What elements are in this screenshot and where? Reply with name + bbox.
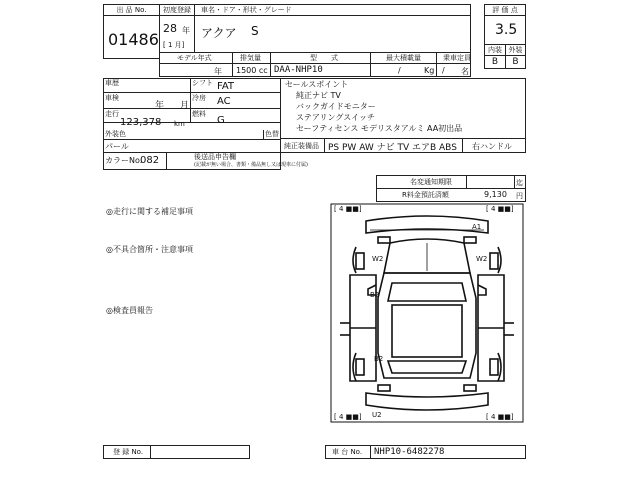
first-reg-month: [ 1 月] [163, 41, 185, 49]
defects-note: ◎不具合箇所・注意事項 [106, 245, 193, 254]
color-change-label: 色替 [265, 130, 279, 138]
recycle-label: R料金預託済額 [402, 191, 449, 199]
carname-label: 車名・ドア・形状・グレード [201, 6, 292, 14]
first-reg-year: 28 [163, 22, 177, 35]
color-no-value: 082 [140, 155, 160, 166]
color-label: 外装色 [105, 130, 126, 138]
model-label: 型 式 [310, 54, 338, 62]
interior-grade: B [491, 57, 499, 67]
name-change-unit: 迄 [516, 179, 523, 187]
mark-u2: U2 [372, 411, 382, 419]
mileage-value: 123,378 [120, 117, 162, 128]
late-reg-label: 後送品申告欄 [194, 153, 236, 161]
exterior-box [505, 55, 526, 69]
reg-no-label: 登 録 No. [113, 448, 144, 456]
sales-point-3: ステアリングスイッチ [296, 113, 375, 122]
exterior-label: 外装 [508, 46, 523, 54]
payload-unit: Kg [424, 66, 435, 75]
exterior-grade: B [512, 57, 519, 67]
payload-label: 最大積載量 [386, 54, 421, 62]
mark-top-right: [ 4 ■■] [486, 205, 514, 213]
mark-b2-lower: B2 [374, 355, 384, 363]
fuel-label: 燃料 [192, 110, 206, 118]
capacity-sep: / [442, 66, 445, 75]
displacement: 1500 cc [236, 66, 268, 75]
lot-no-box [103, 15, 160, 59]
payload-sep: / [398, 66, 401, 75]
mark-b2-upper: B2 [370, 291, 380, 299]
score-value: 3.5 [495, 22, 518, 38]
mark-a1: A1 [472, 223, 482, 231]
car-damage-diagram [330, 203, 524, 423]
interior-box [484, 55, 506, 69]
supplement-note: ◎走行に関する補足事項 [106, 207, 193, 216]
capacity-unit: 名 [461, 67, 469, 76]
interior-label: 内装 [488, 46, 502, 54]
history-label: 車歴 [105, 79, 119, 87]
inspection-label: 車検 [105, 94, 119, 102]
mark-w2-left: W2 [372, 255, 384, 263]
car-grade: S [251, 24, 259, 38]
mark-bottom-left: [ 4 ■■] [334, 413, 362, 421]
ac-label: 冷房 [192, 94, 206, 102]
mark-top-left: [ 4 ■■] [334, 205, 362, 213]
inspection-year: 年 [155, 101, 165, 111]
inspector-note: ◎検査員報告 [106, 306, 153, 315]
model-year-label: モデル年式 [177, 54, 212, 62]
equipment-label: 純正装備品 [284, 142, 319, 150]
carname-box [194, 15, 471, 53]
sales-point-4: セーフティセンス モデリスタアルミ AA初出品 [296, 124, 463, 133]
car-outline [330, 203, 524, 423]
mark-bottom-right: [ 4 ■■] [486, 413, 514, 421]
ac-value: AC [217, 96, 231, 107]
first-reg-box [159, 15, 195, 53]
sales-point-2: バックガイドモニター [296, 102, 376, 111]
lot-no: 01486 [108, 30, 159, 49]
color-value: パール [105, 142, 129, 151]
chassis-no: NHP10-6482278 [374, 447, 445, 457]
mark-w2-right: W2 [476, 255, 488, 263]
first-reg-label: 初度登録 [163, 6, 191, 14]
chassis-label: 車 台 No. [332, 448, 363, 456]
displacement-label: 排気量 [240, 54, 261, 62]
model-year-unit: 年 [214, 67, 222, 76]
sales-point-1: 純正ナビ TV [296, 91, 341, 100]
capacity-label: 乗車定員 [443, 54, 471, 62]
inspection-month: 月 [180, 101, 190, 111]
steering-value: 右ハンドル [472, 142, 512, 151]
model-code: DAA-NHP10 [274, 65, 323, 75]
equipment-value: PS PW AW ナビ TV エアB ABS [328, 143, 457, 153]
color-no-label: カラーNo. [105, 156, 143, 165]
sales-points-label: セールスポイント [285, 80, 349, 89]
mileage-unit: km [174, 120, 185, 128]
late-reg-note: (記載が無い場合、書類・備品無し又は現車に付属) [194, 162, 308, 168]
first-reg-year-unit: 年 [182, 26, 190, 35]
shift-value: FAT [217, 81, 235, 92]
recycle-value: 9,130 [484, 190, 507, 199]
shift-label: シフト [192, 79, 213, 87]
name-change-label: 名変通知期限 [410, 178, 452, 186]
score-box [484, 15, 526, 45]
score-label: 評 価 点 [492, 6, 518, 14]
mileage-label: 走行 [105, 110, 119, 118]
recycle-unit: 円 [516, 192, 523, 200]
fuel-value: G [217, 115, 225, 126]
lot-no-label: 出 品 No. [116, 6, 147, 14]
car-name: アクア [201, 26, 237, 40]
